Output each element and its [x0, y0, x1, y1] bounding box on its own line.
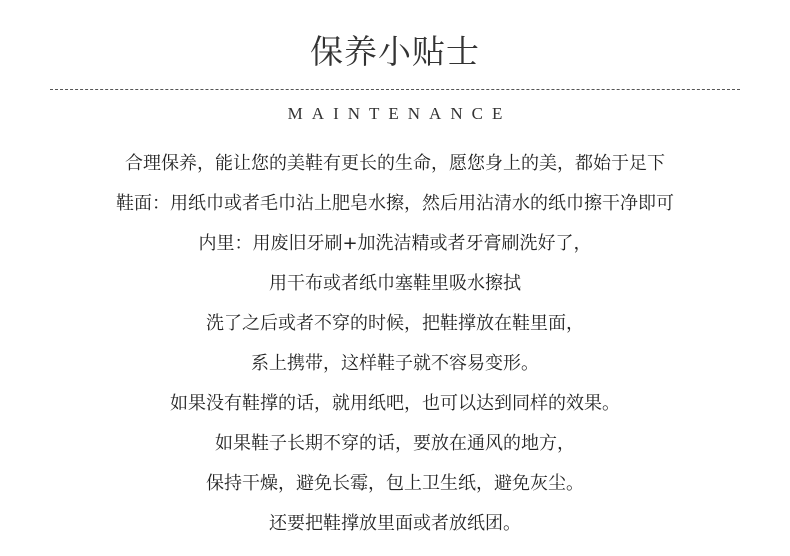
tip-line: 系上携带，这样鞋子就不容易变形。 [251, 353, 539, 374]
tip-line: 保持干燥，避免长霉，包上卫生纸，避免灰尘。 [206, 473, 584, 494]
tip-line: 如果没有鞋撑的话，就用纸吧，也可以达到同样的效果。 [170, 393, 620, 414]
page-subtitle: MAINTENANCE [287, 104, 512, 123]
tip-line: 合理保养，能让您的美鞋有更长的生命，愿您身上的美，都始于足下 [125, 153, 665, 174]
tip-line: 还要把鞋撑放里面或者放纸团。 [269, 513, 521, 534]
tips-text-block [0, 150, 790, 550]
tip-line: 洗了之后或者不穿的时候，把鞋撑放在鞋里面， [206, 313, 584, 334]
dashed-divider [50, 89, 740, 90]
tip-line: 鞋面：用纸巾或者毛巾沾上肥皂水擦，然后用沾清水的纸巾擦干净即可 [116, 193, 674, 214]
tip-line: 内里：用废旧牙刷+加洗洁精或者牙膏刷洗好了， [198, 233, 592, 254]
tip-line: 如果鞋子长期不穿的话，要放在通风的地方， [215, 433, 575, 454]
tip-line: 用干布或者纸巾塞鞋里吸水擦拭 [269, 273, 521, 294]
page-title: 保养小贴士 [310, 32, 480, 71]
